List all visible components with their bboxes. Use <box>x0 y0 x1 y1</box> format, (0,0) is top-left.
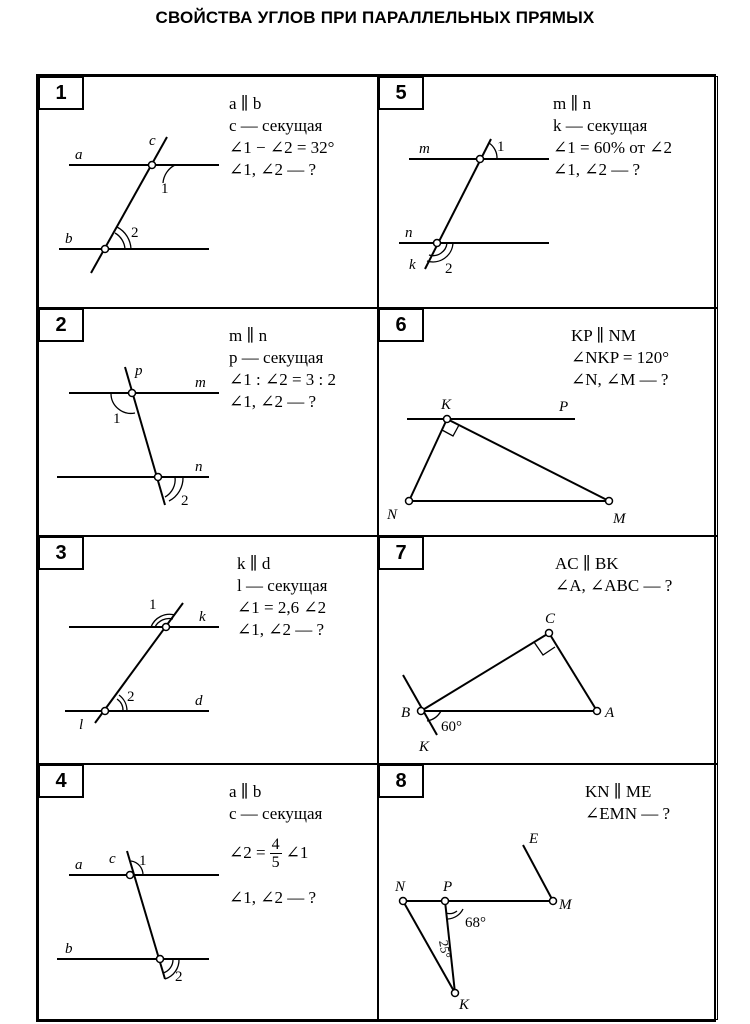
condition-line: m ∥ n <box>229 326 268 345</box>
condition-line: a ∥ b <box>229 782 262 801</box>
label-A: A <box>605 705 615 721</box>
label-N: N <box>395 879 406 895</box>
fraction-numerator: 4 <box>271 835 280 853</box>
condition-line: ∠N, ∠M — ? <box>571 370 669 389</box>
problem-number: 7 <box>378 536 424 570</box>
label-K: K <box>459 997 470 1013</box>
condition-line: ∠1, ∠2 — ? <box>229 888 317 907</box>
label-c: c <box>109 851 116 867</box>
figure-3 <box>39 537 379 765</box>
secant-l <box>95 603 183 723</box>
angle-2-label: 2 <box>175 969 183 985</box>
figure-1 <box>39 77 379 309</box>
figure-6 <box>379 309 719 537</box>
condition-line: KN ∥ ME <box>585 782 652 801</box>
problem-number: 5 <box>378 76 424 110</box>
label-b: b <box>65 231 73 247</box>
label-k: k <box>409 257 416 273</box>
condition-line: ∠1, ∠2 — ? <box>237 620 325 639</box>
fraction-denominator: 5 <box>271 853 280 871</box>
condition-line: ∠1 = 2,6 ∠2 <box>237 598 327 617</box>
problem-card-8 <box>378 764 718 1020</box>
condition-line: ∠1, ∠2 — ? <box>553 160 641 179</box>
condition-line: k — секущая <box>553 116 648 135</box>
segment-bc <box>421 633 549 711</box>
problem-number: 1 <box>38 76 84 110</box>
angle-1-label: 1 <box>113 411 121 427</box>
problem-number: 8 <box>378 764 424 798</box>
label-K: K <box>419 739 430 755</box>
figure-8 <box>379 765 719 1021</box>
condition-line: l — секущая <box>237 576 328 595</box>
angle-1-label: 1 <box>139 853 147 869</box>
secant-c <box>91 137 167 273</box>
label-P: P <box>443 879 453 895</box>
angle-2-label: 2 <box>131 225 139 241</box>
angle-2-label: 2 <box>181 493 189 509</box>
label-a: a <box>75 857 83 873</box>
secant-p <box>125 367 165 505</box>
condition-line: ∠A, ∠ABC — ? <box>555 576 673 595</box>
angle-68-label: 68° <box>465 915 486 931</box>
segment-ca <box>549 633 597 711</box>
figure-7 <box>379 537 719 765</box>
label-p: p <box>135 363 143 379</box>
condition-line: c — секущая <box>229 116 323 135</box>
angle-2-label: 2 <box>445 261 453 277</box>
problem-number: 3 <box>38 536 84 570</box>
condition-line: p — секущая <box>229 348 324 367</box>
label-l: l <box>79 717 84 733</box>
condition-line: k ∥ d <box>237 554 271 573</box>
angle-1-label: 1 <box>161 181 169 197</box>
problem-card-3 <box>38 536 378 764</box>
label-m: m <box>195 375 206 391</box>
label-M: M <box>559 897 572 913</box>
condition-part: ∠2 = <box>229 843 266 862</box>
condition-line: KP ∥ NM <box>571 326 636 345</box>
segment-km <box>447 419 609 501</box>
label-n: n <box>195 459 203 475</box>
problem-number: 6 <box>378 308 424 342</box>
figure-4 <box>39 765 379 1021</box>
problem-card-6 <box>378 308 718 536</box>
problem-card-1 <box>38 76 378 308</box>
angle-label: 60° <box>441 719 462 735</box>
label-c: c <box>149 133 156 149</box>
condition-line: ∠1 : ∠2 = 3 : 2 <box>229 370 337 389</box>
label-P: P <box>559 399 569 415</box>
angle-2-label: 2 <box>127 689 135 705</box>
label-B: B <box>401 705 411 721</box>
label-E: E <box>529 831 539 847</box>
label-K: K <box>441 397 452 413</box>
angle-1-label: 1 <box>149 597 157 613</box>
condition-line: ∠1 = 60% от ∠2 <box>553 138 672 157</box>
label-M: M <box>613 511 626 527</box>
angle-25-label: 25° <box>436 938 454 960</box>
condition-line: AC ∥ BK <box>555 554 619 573</box>
label-d: d <box>195 693 203 709</box>
condition-line: ∠1, ∠2 — ? <box>229 392 317 411</box>
label-n: n <box>405 225 413 241</box>
condition-line: ∠EMN — ? <box>585 804 671 823</box>
condition-line: ∠1, ∠2 — ? <box>229 160 317 179</box>
label-m: m <box>419 141 430 157</box>
problem-card-4 <box>38 764 378 1020</box>
problem-number: 4 <box>38 764 84 798</box>
problem-grid <box>36 74 716 1022</box>
label-C: C <box>545 611 556 627</box>
figure-2 <box>39 309 379 537</box>
page-title: СВОЙСТВА УГЛОВ ПРИ ПАРАЛЛЕЛЬНЫХ ПРЯМЫХ <box>155 8 595 27</box>
condition-line: ∠1 − ∠2 = 32° <box>229 138 335 157</box>
segment-me <box>523 845 553 901</box>
problem-card-5 <box>378 76 718 308</box>
label-k: k <box>199 609 206 625</box>
figure-5 <box>379 77 719 309</box>
angle-1-label: 1 <box>497 139 505 155</box>
segment-kn <box>409 419 447 501</box>
problem-number: 2 <box>38 308 84 342</box>
condition-line: a ∥ b <box>229 94 262 113</box>
problem-card-7 <box>378 536 718 764</box>
label-N: N <box>387 507 398 523</box>
condition-line: c — секущая <box>229 804 323 823</box>
label-b: b <box>65 941 73 957</box>
condition-line: ∠NKP = 120° <box>571 348 670 367</box>
condition-line: m ∥ n <box>553 94 592 113</box>
condition-part: ∠1 <box>285 843 309 862</box>
problem-card-2 <box>38 308 378 536</box>
label-a: a <box>75 147 83 163</box>
